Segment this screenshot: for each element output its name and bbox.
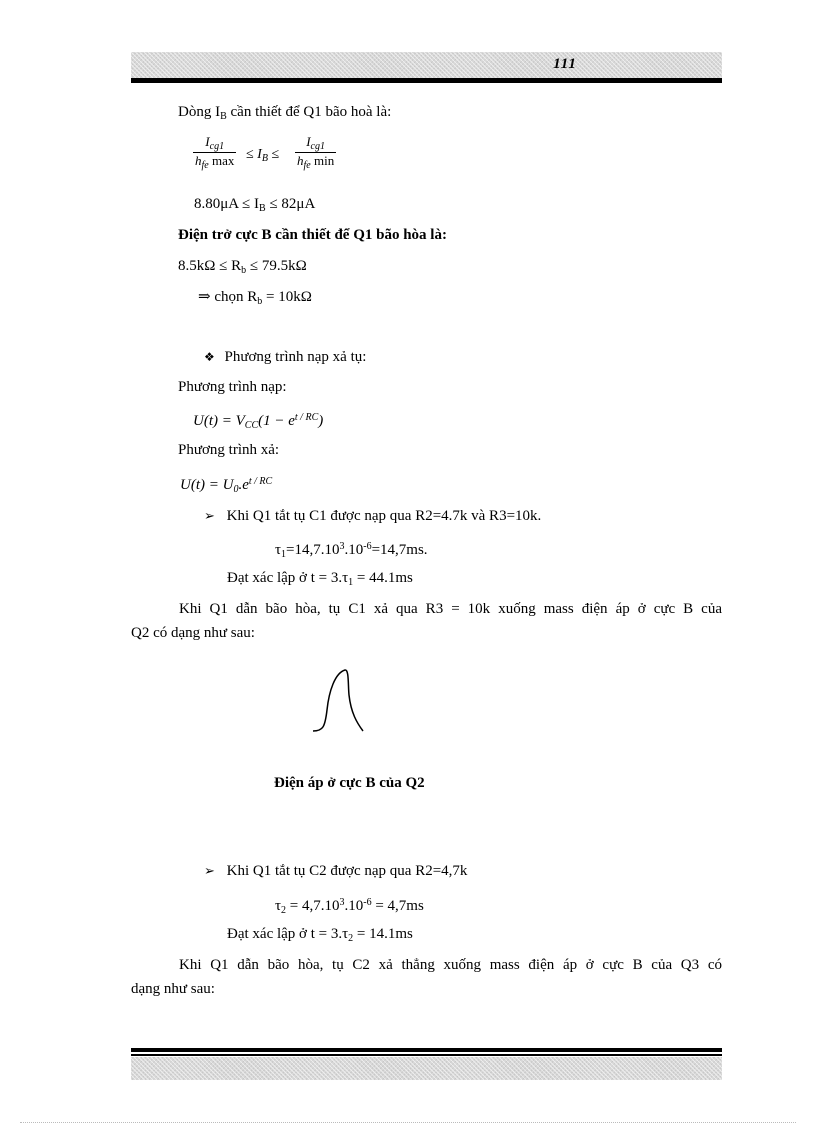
footer-rule-thin	[131, 1054, 722, 1056]
arrow-bullet-icon: ➢	[204, 509, 215, 524]
arrow-bullet-icon: ➢	[204, 864, 215, 879]
waveform-curve	[313, 670, 363, 731]
diamond-bullet-icon: ❖	[204, 350, 215, 364]
inequality-middle: ≤ $I_B$ ≤	[246, 147, 280, 164]
waveform-sketch	[305, 665, 375, 740]
fraction-min: $I_{cg1}$ $h_{fe}$ min	[297, 134, 335, 171]
tau1-value: $\tau_1=14,7.10^3.10^{-6}=14,7ms$.	[275, 541, 428, 560]
fraction-max: $I_{cg1}$ $h_{fe}$ max	[195, 134, 235, 171]
paragraph-c1-discharge-line2: Q2 có dạng như sau:	[131, 625, 255, 641]
rb-heading: Điện trở cực B cần thiết để Q1 bão hòa là:	[178, 227, 447, 243]
rb-choice: ⇒ chọn $R_b = 10k\Omega$	[198, 289, 312, 307]
ib-intro: Dòng $I_B$ cần thiết để Q1 bão hoà là:	[178, 104, 392, 122]
c1-charge-item: ➢ Khi Q1 tắt tụ C1 được nạp qua R2=4.7k và R3=10k.	[204, 508, 542, 524]
page-header-band	[131, 52, 722, 78]
page-footer-band	[131, 1057, 722, 1080]
discharge-equation: $U(t) = U_0.e^{t / RC}$	[180, 476, 273, 495]
ib-range: $8.80\mu A \le I_B \le 82\mu A$	[194, 196, 316, 214]
paragraph-c2-discharge-line1: Khi Q1 dẫn bão hòa, tụ C2 xả thẳng xuống mass điện áp ở cực B của Q3 có	[179, 957, 722, 973]
section-heading: ❖ Phương trình nạp xả tụ:	[204, 349, 367, 365]
tau2-value: $\tau_2 = 4,7.10^3.10^{-6} = 4,7ms$	[275, 897, 424, 916]
header-rule	[131, 78, 722, 83]
steady-state-1: Đạt xác lập ở $t = 3.\tau_1 = 44.1ms$	[227, 570, 413, 588]
paragraph-c1-discharge-line1: Khi Q1 dẫn bão hòa, tụ C1 xả qua R3 = 10k xuống mass điện áp ở cực B của	[179, 601, 722, 617]
charge-equation: $U(t) = V_{CC}(1 - e^{t / RC})$	[193, 412, 324, 431]
footer-rule-thick	[131, 1048, 722, 1052]
discharge-label: Phương trình xả:	[178, 442, 280, 458]
page-number: 111	[553, 56, 577, 72]
charge-label: Phương trình nạp:	[178, 379, 287, 395]
steady-state-2: Đạt xác lập ở $t = 3.\tau_2 = 14.1ms$	[227, 926, 413, 944]
c2-charge-item: ➢ Khi Q1 tắt tụ C2 được nạp qua R2=4,7k	[204, 863, 468, 879]
paragraph-c2-discharge-line2: dạng như sau:	[131, 981, 215, 997]
waveform-caption: Điện áp ở cực B của Q2	[274, 775, 425, 791]
rb-range: $8.5k\Omega \le R_b \le 79.5k\Omega$	[178, 258, 307, 276]
